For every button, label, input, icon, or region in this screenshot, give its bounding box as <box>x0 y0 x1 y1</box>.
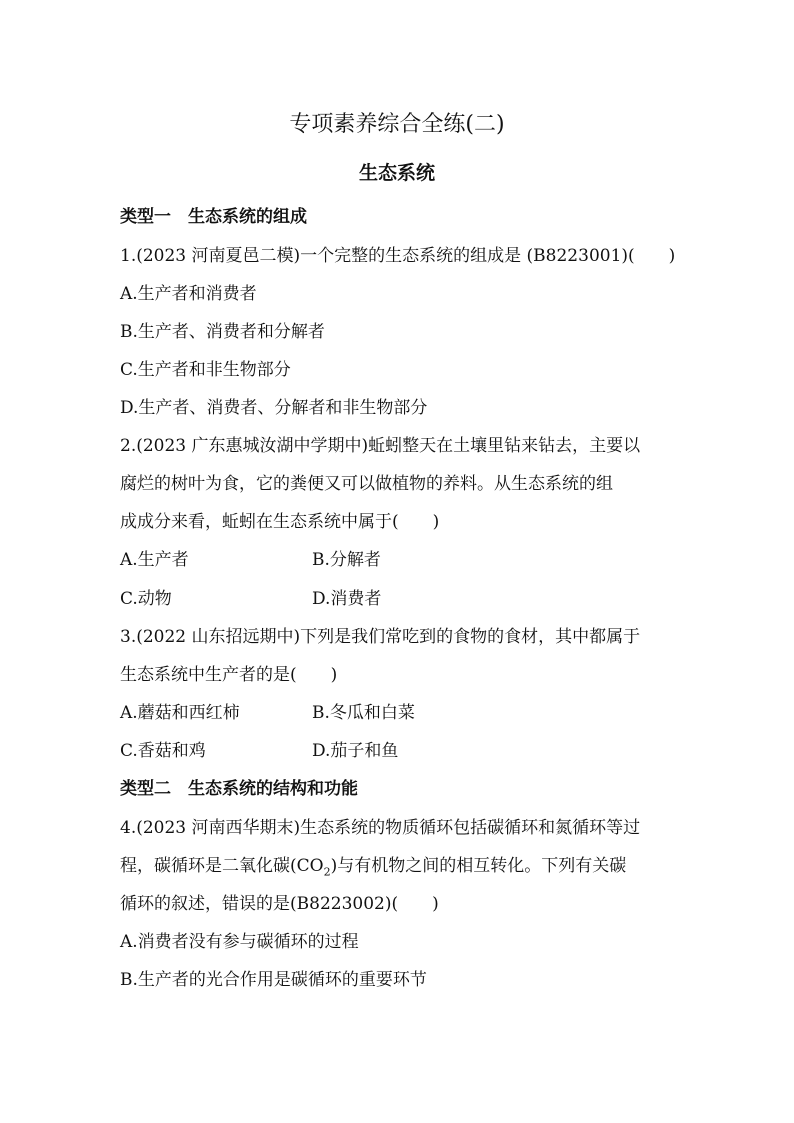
question-2-option-d: D.消费者 <box>312 589 382 609</box>
question-4-option-a: A.消费者没有参与碳循环的过程 <box>120 932 359 952</box>
question-2-stem-line-1: 2.(2023 广东惠城汝湖中学期中)蚯蚓整天在土壤里钻来钻去，主要以 <box>120 436 641 456</box>
question-3-option-a: A.蘑菇和西红柿 <box>120 703 240 723</box>
question-3-option-d: D.茄子和鱼 <box>312 741 399 761</box>
question-1-option-a: A.生产者和消费者 <box>120 284 257 304</box>
question-3-option-b: B.冬瓜和白菜 <box>312 703 415 723</box>
question-1-option-b: B.生产者、消费者和分解者 <box>120 322 325 342</box>
question-4-stem-part-2: )与有机物之间的相互转化。下列有关碳 <box>330 856 627 876</box>
page-subtitle: 生态系统 <box>358 162 435 184</box>
question-2-option-a: A.生产者 <box>120 550 189 570</box>
section-heading-1: 类型一 生态系统的组成 <box>120 207 307 227</box>
question-4-stem-line-2 <box>120 854 680 878</box>
question-4-option-b: B.生产者的光合作用是碳循环的重要环节 <box>120 970 427 990</box>
question-1-option-c: C.生产者和非生物部分 <box>120 360 291 380</box>
section-heading-2: 类型二 生态系统的结构和功能 <box>120 779 358 799</box>
question-2-option-c: C.动物 <box>120 589 172 609</box>
question-4-stem-part-1: 程，碳循环是二氧化碳(CO <box>120 856 324 876</box>
question-2-stem-line-2: 腐烂的树叶为食，它的粪便又可以做植物的养料。从生态系统的组 <box>120 474 613 494</box>
question-3-stem-line-2: 生态系统中生产者的是( ) <box>120 665 338 685</box>
question-4-stem-line-3: 循环的叙述，错误的是(B8223002)( ) <box>120 894 439 914</box>
page-title: 专项素养综合全练(二) <box>289 112 505 137</box>
question-4-stem-line-1: 4.(2023 河南西华期末)生态系统的物质循环包括碳循环和氮循环等过 <box>120 818 641 838</box>
question-1-stem: 1.(2023 河南夏邑二模)一个完整的生态系统的组成是 (B8223001)( ) <box>120 246 676 266</box>
question-1-option-d: D.生产者、消费者、分解者和非生物部分 <box>120 398 428 418</box>
question-2-stem-line-3: 成成分来看，蚯蚓在生态系统中属于( ) <box>120 512 440 532</box>
question-3-option-c: C.香菇和鸡 <box>120 741 206 761</box>
co2-subscript: 2 <box>323 865 331 879</box>
question-3-stem-line-1: 3.(2022 山东招远期中)下列是我们常吃到的食物的食材，其中都属于 <box>120 627 641 647</box>
question-2-option-b: B.分解者 <box>312 550 381 570</box>
